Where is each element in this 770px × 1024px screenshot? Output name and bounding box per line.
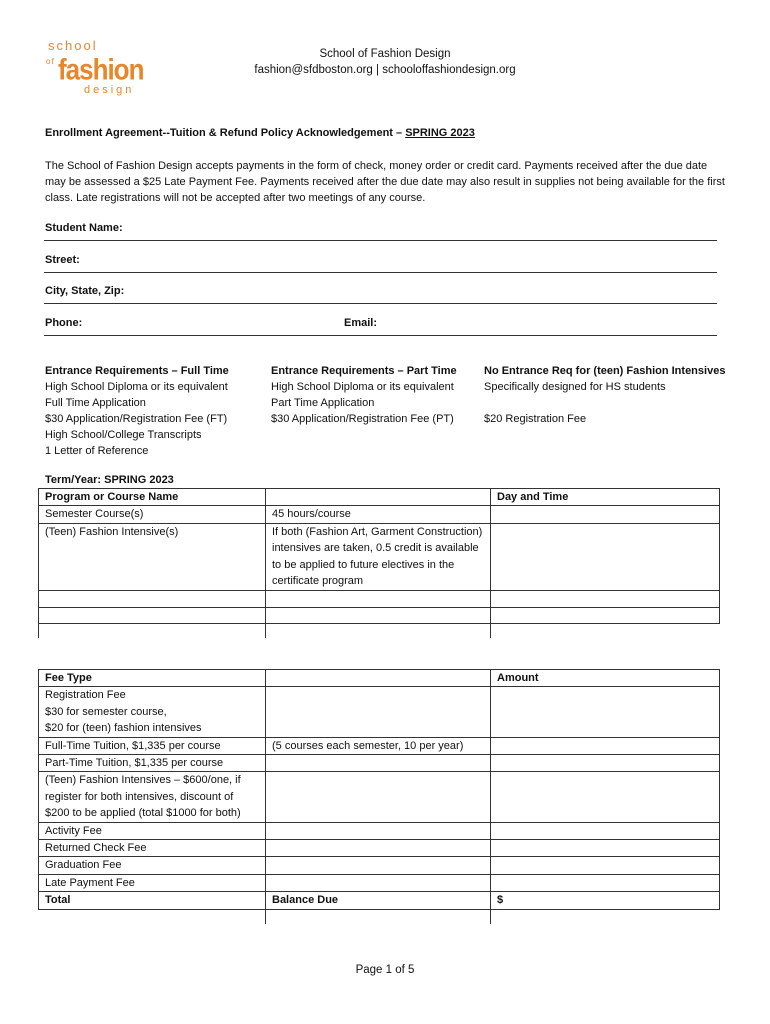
- course-name-cell: Semester Course(s): [39, 506, 266, 523]
- part-time-tuition-label: Part-Time Tuition, $1,335 per course: [39, 755, 266, 772]
- req-item: High School/College Transcripts: [45, 429, 202, 441]
- course-detail-cell: If both (Fashion Art, Garment Construction) intensives are taken, 0.5 credit is available to be applied to future electives in the certificate program: [266, 523, 491, 590]
- blank-cell: [266, 857, 491, 874]
- registration-fee-cell: [39, 687, 266, 737]
- course-name-cell: (Teen) Fashion Intensive(s): [39, 523, 266, 590]
- fee-table-header: [39, 670, 720, 687]
- payment-policy-text: The School of Fashion Design accepts payments in the form of check, money order or credit card. Payments received after the due date may be assessed a $25 Late Payment Fee. Payments received after the due date may also result in supplies not being available for the first class. Late registrations will not be accepted after two meetings of any course.: [45, 160, 725, 204]
- blank-cell: [266, 840, 491, 857]
- street-field[interactable]: [45, 254, 718, 266]
- amount-cell[interactable]: [491, 755, 720, 772]
- blank-cell: [266, 755, 491, 772]
- school-name: School of Fashion Design: [319, 48, 451, 60]
- blank-cell[interactable]: [491, 623, 720, 638]
- blank-cell[interactable]: [39, 607, 266, 623]
- blank-cell: [266, 772, 491, 822]
- blank-cell: [491, 909, 720, 924]
- intensives-fee-line: register for both intensives, discount of: [45, 790, 234, 803]
- late-payment-fee-label: Late Payment Fee: [39, 874, 266, 891]
- logo-school: school: [48, 38, 98, 53]
- student-name-field[interactable]: [45, 222, 718, 234]
- table-row: [39, 755, 720, 772]
- phone-label: Phone:: [45, 317, 83, 329]
- table-row: [39, 607, 720, 623]
- req-intensives: [484, 363, 725, 427]
- amount-header: Amount: [491, 670, 720, 687]
- blank-cell[interactable]: [266, 607, 491, 623]
- title-term: SPRING 2023: [405, 127, 475, 139]
- req-item: Part Time Application: [271, 397, 375, 409]
- logo-of: of: [46, 57, 55, 66]
- city-line: [44, 303, 717, 304]
- req-full-time: [45, 363, 229, 459]
- page-number: Page 1 of 5: [355, 964, 415, 976]
- table-row: [39, 840, 720, 857]
- program-table: [38, 488, 720, 638]
- amount-cell[interactable]: [491, 874, 720, 891]
- program-header-blank: [266, 489, 491, 506]
- registration-fee-semester: $30 for semester course,: [45, 705, 167, 718]
- req-item: High School Diploma or its equivalent: [271, 381, 454, 393]
- fee-table: [38, 669, 720, 924]
- intensives-fee-line: (Teen) Fashion Intensives – $600/one, if: [45, 774, 241, 787]
- total-amount-cell[interactable]: $: [491, 892, 720, 909]
- fee-header-blank: [266, 670, 491, 687]
- program-table-header: [39, 489, 720, 506]
- student-name-line: [44, 240, 717, 241]
- amount-cell[interactable]: [491, 687, 720, 737]
- table-row: [39, 857, 720, 874]
- blank-cell[interactable]: [39, 590, 266, 607]
- amount-cell[interactable]: [491, 857, 720, 874]
- table-row: [39, 737, 720, 754]
- table-row: [39, 623, 720, 638]
- req-part-time: [271, 363, 457, 427]
- intensives-fee-line: $200 to be applied (total $1000 for both): [45, 807, 241, 820]
- student-name-label: Student Name:: [45, 222, 123, 234]
- course-detail-cell: 45 hours/course: [266, 506, 491, 523]
- req-intensives-heading: No Entrance Req for (teen) Fashion Intensives: [484, 365, 726, 377]
- req-full-time-heading: Entrance Requirements – Full Time: [45, 365, 229, 377]
- phone-email-line: [44, 335, 717, 336]
- day-time-cell[interactable]: [491, 523, 720, 590]
- req-item: Specifically designed for HS students: [484, 381, 666, 393]
- full-time-tuition-label: Full-Time Tuition, $1,335 per course: [39, 737, 266, 754]
- req-item: $30 Application/Registration Fee (PT): [271, 413, 454, 425]
- graduation-fee-label: Graduation Fee: [39, 857, 266, 874]
- logo-design: design: [84, 84, 135, 96]
- table-row: [39, 892, 720, 909]
- title-prefix: Enrollment Agreement--Tuition & Refund Policy Acknowledgement –: [45, 127, 406, 139]
- amount-cell[interactable]: [491, 840, 720, 857]
- logo-fashion: fashion: [58, 52, 144, 87]
- program-header: Program or Course Name: [39, 489, 266, 506]
- table-row: [39, 687, 720, 737]
- req-item: $20 Registration Fee: [484, 413, 587, 425]
- table-row: [39, 909, 720, 924]
- req-part-time-heading: Entrance Requirements – Part Time: [271, 365, 457, 377]
- fee-type-header: Fee Type: [39, 670, 266, 687]
- blank-cell[interactable]: [491, 590, 720, 607]
- day-time-header: Day and Time: [491, 489, 720, 506]
- day-time-cell[interactable]: [491, 506, 720, 523]
- email-label: Email:: [344, 317, 378, 329]
- term-year: Term/Year: SPRING 2023: [45, 474, 174, 486]
- blank-cell: [266, 874, 491, 891]
- amount-cell[interactable]: [491, 772, 720, 822]
- table-row: [39, 506, 720, 523]
- blank-cell: [266, 909, 491, 924]
- blank-cell: [266, 687, 491, 737]
- returned-check-fee-label: Returned Check Fee: [39, 840, 266, 857]
- blank-cell[interactable]: [266, 590, 491, 607]
- total-label: Total: [39, 892, 266, 909]
- blank-cell[interactable]: [491, 607, 720, 623]
- blank-cell: [39, 909, 266, 924]
- req-item: 1 Letter of Reference: [45, 445, 149, 457]
- blank-cell[interactable]: [39, 623, 266, 638]
- table-row: [39, 874, 720, 891]
- phone-email-field[interactable]: [45, 317, 718, 329]
- registration-fee-teen: $20 for (teen) fashion intensives: [45, 722, 202, 735]
- full-time-tuition-note: (5 courses each semester, 10 per year): [266, 737, 491, 754]
- school-contact: fashion@sfdboston.org | schooloffashiondesign.org: [254, 64, 516, 76]
- table-row: [39, 590, 720, 607]
- street-line: [44, 272, 717, 273]
- intensives-fee-cell: [39, 772, 266, 822]
- city-field[interactable]: [45, 285, 718, 297]
- table-row: [39, 523, 720, 590]
- city-label: City, State, Zip:: [45, 285, 125, 297]
- amount-cell[interactable]: [491, 822, 720, 839]
- registration-fee-label: Registration Fee: [45, 689, 126, 702]
- table-row: [39, 772, 720, 822]
- blank-cell: [266, 822, 491, 839]
- blank-cell[interactable]: [266, 623, 491, 638]
- balance-due-label: Balance Due: [266, 892, 491, 909]
- street-label: Street:: [45, 254, 80, 266]
- agreement-title: [45, 127, 475, 139]
- amount-cell[interactable]: [491, 737, 720, 754]
- req-item: $30 Application/Registration Fee (FT): [45, 413, 228, 425]
- req-item: High School Diploma or its equivalent: [45, 381, 228, 393]
- req-item: Full Time Application: [45, 397, 146, 409]
- activity-fee-label: Activity Fee: [39, 822, 266, 839]
- table-row: [39, 822, 720, 839]
